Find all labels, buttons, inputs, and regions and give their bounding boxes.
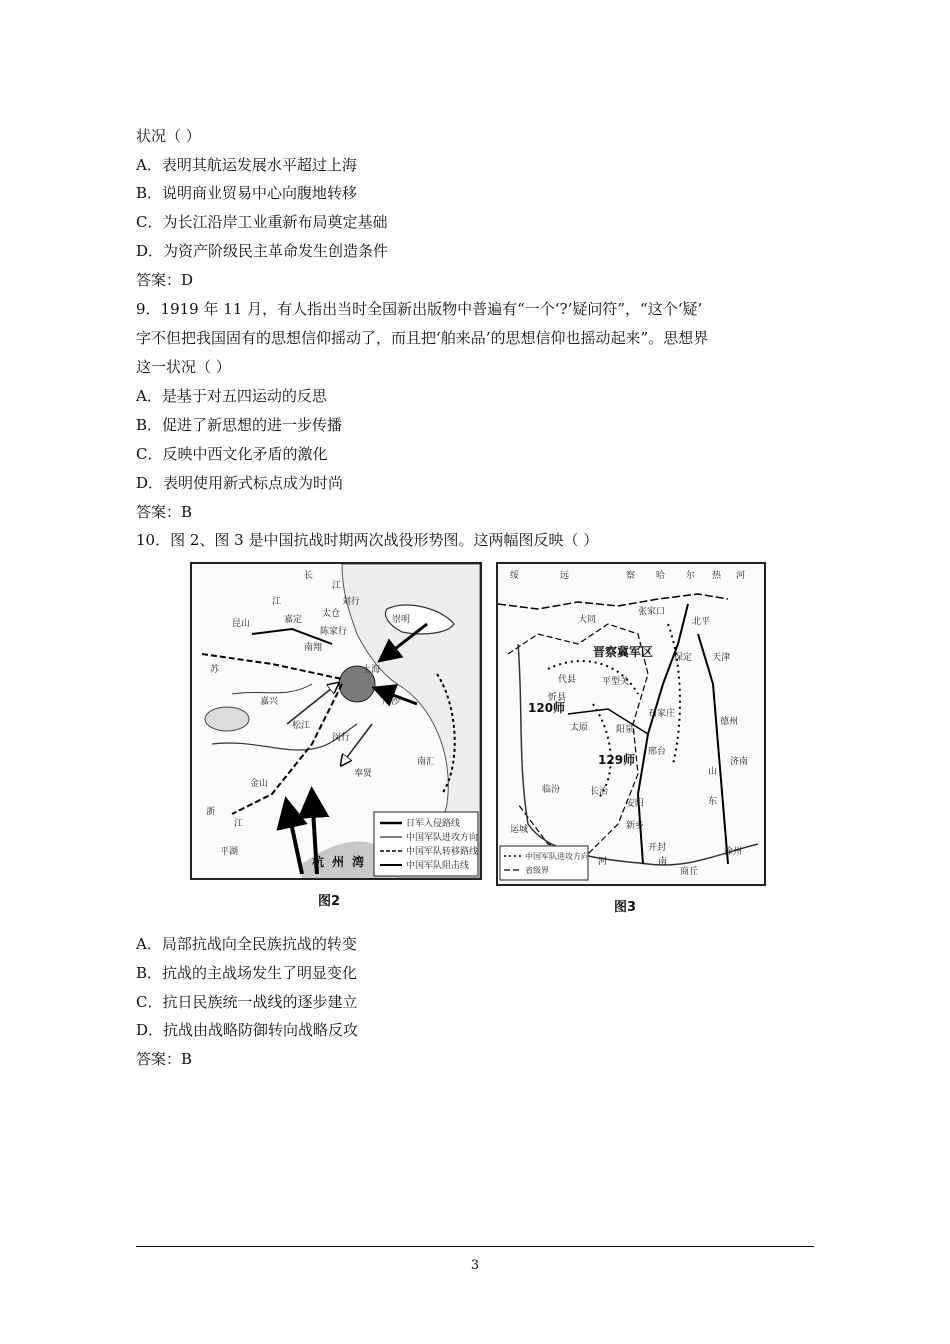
map-label: 南 xyxy=(658,857,668,867)
map-label: 江 xyxy=(234,819,244,829)
map-label: 嘉定 xyxy=(284,615,303,625)
map-label: 平湖 xyxy=(220,847,239,857)
figure-2-caption: 图2 xyxy=(318,894,341,909)
map-label: 新乡 xyxy=(626,821,645,831)
map-label: 苏 xyxy=(210,665,220,675)
map-label: 徐州 xyxy=(724,847,743,857)
japanese-arrow xyxy=(287,804,302,874)
region-label: 129师 xyxy=(598,753,636,767)
map-label: 金山 xyxy=(250,779,269,789)
map-label: 保定 xyxy=(674,653,693,663)
q9-option-c: C．反映中西文化矛盾的激化 xyxy=(136,445,328,463)
map-label: 邢台 xyxy=(648,747,667,757)
map-label: 忻县 xyxy=(548,693,567,703)
map-label: 察 xyxy=(626,571,636,581)
map-label: 远 xyxy=(560,571,570,581)
map-label: 嘉兴 xyxy=(260,697,279,707)
map-label: 德州 xyxy=(720,717,739,727)
map-label: 州 xyxy=(332,855,345,869)
map-label: 南汇 xyxy=(417,757,436,767)
attack-line xyxy=(593,704,611,799)
figure-3-map xyxy=(496,562,766,886)
map-label: 张家口 xyxy=(638,607,666,617)
q8-option-c: C．为长江沿岸工业重新布局奠定基础 xyxy=(136,213,388,231)
q9-answer: 答案：B xyxy=(136,503,193,521)
q10-answer: 答案：B xyxy=(136,1050,193,1068)
map-label: 浙 xyxy=(206,807,216,817)
map-label: 运城 xyxy=(510,825,529,835)
map-label: 南翔 xyxy=(304,643,323,653)
wusong-river xyxy=(232,684,312,694)
legend-item: 中国军队进攻方向 xyxy=(525,852,589,861)
map-label: 川沙 xyxy=(382,697,401,707)
q8-option-a: A．表明其航运发展水平超过上海 xyxy=(136,156,357,174)
legend-item: 省级界 xyxy=(525,866,549,875)
map-label: 阳泉 xyxy=(616,725,635,735)
map-label: 太原 xyxy=(570,723,589,733)
map-label: 北平 xyxy=(692,617,711,627)
map-label: 热 xyxy=(712,571,722,581)
q8-stem-end: 状况（ ） xyxy=(136,127,201,145)
figure-3-svg xyxy=(498,564,764,884)
railway-line xyxy=(202,654,342,679)
map-label: 哈 xyxy=(656,571,666,581)
q8-answer: 答案：D xyxy=(136,271,194,289)
figure-2-svg xyxy=(192,564,480,878)
legend-item: 中国军队进攻方向 xyxy=(406,833,479,843)
map-label: 陈家行 xyxy=(320,627,348,637)
q10-option-d: D．抗战由战略防御转向战略反攻 xyxy=(136,1021,359,1039)
map-label: 济南 xyxy=(730,757,749,767)
q9-stem-line-3: 这一状况（ ） xyxy=(136,358,231,376)
map-label: 河 xyxy=(736,571,746,581)
q9-stem-line-2: 字不但把我国固有的思想信仰摇动了，而且把‘舶来品’的思想信仰也摇动起来”。思想界 xyxy=(136,329,709,347)
q10-stem: 10．图 2、图 3 是中国抗战时期两次战役形势图。这两幅图反映（ ） xyxy=(136,531,599,549)
figure-2-map xyxy=(190,562,482,880)
q10-option-c: C．抗日民族统一战线的逐步建立 xyxy=(136,993,358,1011)
q8-option-d: D．为资产阶级民主革命发生创造条件 xyxy=(136,242,389,260)
map-label: 大同 xyxy=(578,615,597,625)
map-label: 平型关 xyxy=(602,677,630,687)
region-label: 晋察冀军区 xyxy=(593,645,654,659)
map-label: 太仓 xyxy=(322,609,341,619)
map-label: 石家庄 xyxy=(648,709,676,719)
map-label: 尔 xyxy=(686,571,696,581)
map-label: 商丘 xyxy=(680,867,699,877)
map-label: 绥 xyxy=(510,571,520,581)
provincial-border xyxy=(498,594,728,609)
railway-pinghan xyxy=(638,604,688,864)
map-label: 开封 xyxy=(648,843,667,853)
map-label: 长 xyxy=(304,571,314,581)
map-label: 天津 xyxy=(712,653,731,663)
map-label: 临汾 xyxy=(542,785,561,795)
footer-rule xyxy=(136,1246,814,1247)
legend-item: 中国军队阻击线 xyxy=(406,861,470,871)
map-label: 松江 xyxy=(292,721,311,731)
q9-option-b: B．促进了新思想的进一步传播 xyxy=(136,416,343,434)
map-label: 江 xyxy=(332,581,342,591)
q9-option-a: A．是基于对五四运动的反思 xyxy=(136,387,327,405)
chinese-advance-arrow xyxy=(287,684,337,724)
map-label: 崇明 xyxy=(392,615,411,625)
map-label: 湾 xyxy=(352,855,365,869)
map-label: 江 xyxy=(272,597,282,607)
map-label: 刘行 xyxy=(342,597,361,607)
q9-stem-line-1: 9．1919 年 11 月，有人指出当时全国新出版物中普遍有“一个‘?’疑问符”，“这个‘疑’ xyxy=(136,300,703,318)
map-label: 河 xyxy=(598,857,608,867)
lake xyxy=(205,707,249,731)
figure-3-caption: 图3 xyxy=(614,900,637,915)
map-label: 上海 xyxy=(362,665,381,675)
region-label: 120师 xyxy=(528,701,566,715)
map-label: 山 xyxy=(708,767,718,777)
map-label: 闵行 xyxy=(332,733,351,743)
map-label: 昆山 xyxy=(232,619,251,629)
q10-option-b: B．抗战的主战场发生了明显变化 xyxy=(136,964,358,982)
map-label: 奉贤 xyxy=(354,769,373,779)
page-number: 3 xyxy=(470,1258,480,1273)
map-label: 杭 xyxy=(312,855,325,869)
chinese-advance-arrow xyxy=(342,724,372,764)
map-label: 东 xyxy=(708,797,718,807)
legend-item: 中国军队转移路线 xyxy=(406,847,479,857)
q8-option-b: B．说明商业贸易中心向腹地转移 xyxy=(136,184,358,202)
map-label: 代县 xyxy=(558,675,577,685)
yellow-river xyxy=(518,644,758,865)
q10-option-a: A．局部抗战向全民族抗战的转变 xyxy=(136,935,357,953)
q9-option-d: D．表明使用新式标点成为时尚 xyxy=(136,474,344,492)
map-label: 长治 xyxy=(590,787,609,797)
map-label: 安阳 xyxy=(626,799,645,809)
legend-item: 日军入侵路线 xyxy=(406,819,461,829)
